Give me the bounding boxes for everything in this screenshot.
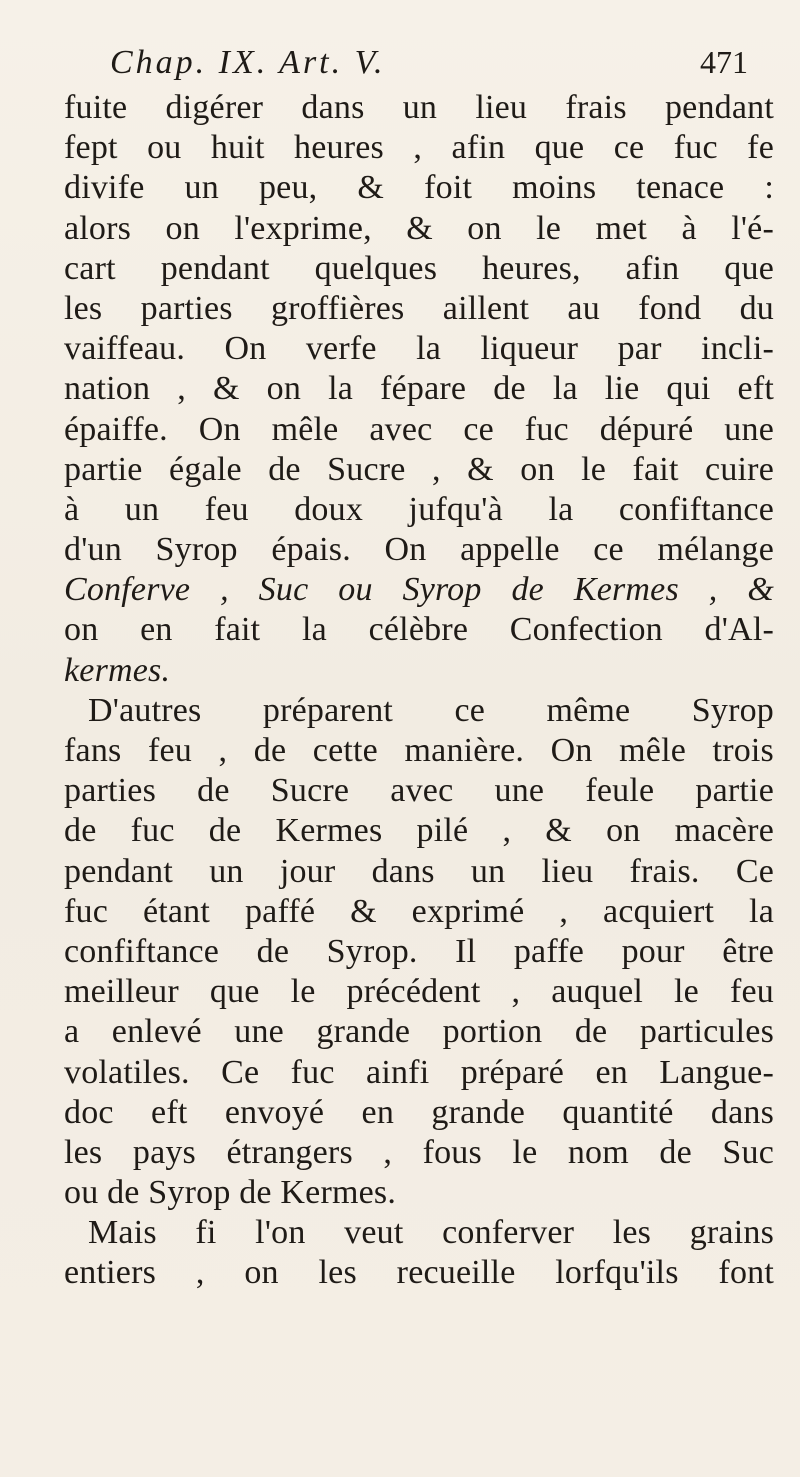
text-line: ou de Syrop de Kermes. [64, 1174, 397, 1212]
text-line: a enlevé une grande portion de particules [64, 1013, 774, 1051]
text-line: confiftance de Syrop. Il paffe pour être [64, 932, 774, 970]
text-line: pendant un jour dans un lieu frais. Ce [64, 852, 774, 890]
text-line: divife un peu, & foit moins tenace : [64, 169, 774, 207]
page-number: 471 [700, 44, 748, 80]
text-line: meilleur que le précédent , auquel le feu [64, 973, 774, 1011]
text-line: fept ou huit heures , afin que ce fuc fe [64, 129, 774, 167]
text-line: on en fait la célèbre Confection d'Al- [64, 611, 774, 649]
text-line: doc eft envoyé en grande quantité dans [64, 1093, 774, 1131]
article-label: Art. V. [279, 44, 386, 81]
text-line: fans feu , de cette manière. On mêle trois [64, 732, 774, 769]
text-line: volatiles. Ce fuc ainfi préparé en Langue- [64, 1053, 774, 1091]
text-line: les parties groffières aillent au fond du [64, 289, 774, 327]
text-line: alors on l'exprime, & on le met à l'é- [64, 209, 774, 247]
text-line: cart pendant quelques heures, afin que [64, 249, 774, 287]
text-line: à un feu doux jufqu'à la confiftance [64, 490, 774, 528]
text-line: épaiffe. On mêle avec ce fuc dépuré une [64, 410, 774, 448]
body-text [64, 88, 774, 1294]
running-header [110, 44, 760, 92]
text-line: de fuc de Kermes pilé , & on macère [64, 812, 774, 850]
text-line: d'un Syrop épais. On appelle ce mélange [64, 531, 774, 569]
text-line: partie égale de Sucre , & on le fait cuire [64, 450, 774, 488]
text-line: D'autres préparent ce même Syrop [88, 691, 774, 729]
text-line: parties de Sucre avec une feule partie [64, 772, 774, 810]
text-line: entiers , on les recueille lorfqu'ils font [64, 1254, 774, 1292]
text-line: Mais fi l'on veut conferver les grains [88, 1214, 774, 1252]
text-line: les pays étrangers , fous le nom de Suc [64, 1133, 774, 1171]
text-line: fuc étant paffé & exprimé , acquiert la [64, 892, 774, 930]
text-line: Conferve , Suc ou Syrop de Kermes , & [64, 571, 774, 609]
text-line: fuite digérer dans un lieu frais pendant [64, 89, 774, 126]
text-line: kermes. [64, 651, 171, 689]
chapter-label: Chap. IX. [110, 44, 269, 81]
running-head-title [110, 44, 386, 82]
text-line: vaiffeau. On verfe la liqueur par incli- [64, 330, 774, 368]
text-line: nation , & on la fépare de la lie qui eft [64, 370, 774, 408]
